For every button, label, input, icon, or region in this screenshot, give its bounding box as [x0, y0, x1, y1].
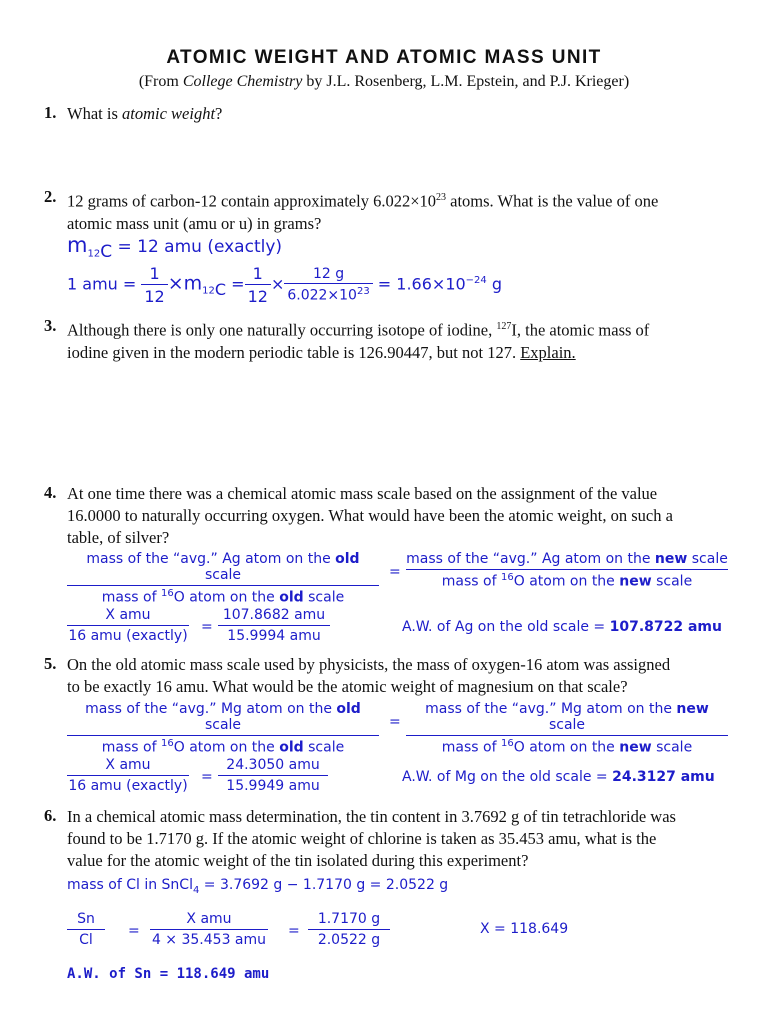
q6-cl-mass: mass of Cl in SnCl$_4$ = 3.7692 g − 1.7170 g = 2.0522 g [67, 877, 449, 896]
question-number-2: 2. [44, 187, 57, 206]
question-5-text: On the old atomic mass scale used by physicists, the mass of oxygen-16 atom was assigned to be exactly 16 amu. What would be the atomic weight of magnesium on that scale? [67, 655, 671, 696]
q6-equals-1: = [128, 923, 140, 939]
question-1-text: What is atomic weight? [67, 104, 223, 123]
question-2-text: 12 grams of carbon-12 contain approximately $6.022\times 10^{23}$ atoms. What is the value of one atomic mass unit (amu or u) in grams? [67, 191, 659, 233]
q5-equals-2: = [201, 769, 213, 785]
q4-fraction-values: 107.8682 amu 15.9994 amu [218, 607, 330, 644]
q5-fraction-x: X amu 16 amu (exactly) [68, 757, 188, 794]
q4-ratio-old: mass of the “avg.” Ag atom on the old scale mass of $^{16}$O atom on the old scale [67, 551, 379, 606]
q4-equals-1: = [389, 564, 401, 580]
answer-2-line-1: $m_{12}C = 12$ amu (exactly) [67, 233, 283, 262]
question-number-4: 4. [44, 483, 57, 502]
question-6-text: In a chemical atomic mass determination, the tin content in 3.7692 g of tin tetrachloride was found to be 1.7170 g. If the atomic weight of chlorine is taken as 35.453 amu, what is the value for the atomic weight of the tin isolated during this experiment? [67, 807, 676, 870]
q5-ratio-new: mass of the “avg.” Mg atom on the new scale mass of $^{16}$O atom on the new scale [406, 701, 728, 756]
q6-fraction-values: 1.7170 g 2.0522 g [308, 911, 390, 948]
q5-result: A.W. of Mg on the old scale = 24.3127 amu [402, 769, 715, 785]
question-number-5: 5. [44, 654, 57, 673]
question-3-text: Although there is only one naturally occurring isotope of iodine, $^{127}$I, the atomic mass of iodine given in the modern periodic table is 126.90447, but not 127. Explain. [67, 320, 650, 362]
q6-fraction-x: X amu 4 × 35.453 amu [151, 911, 267, 948]
q5-ratio-old: mass of the “avg.” Mg atom on the old scale mass of $^{16}$O atom on the old scale [67, 701, 379, 756]
question-number-3: 3. [44, 316, 57, 335]
q6-x-result: X = 118.649 [480, 921, 569, 937]
q4-result: A.W. of Ag on the old scale = 107.8722 amu [402, 619, 722, 635]
page-title: ATOMIC WEIGHT AND ATOMIC MASS UNIT [166, 47, 602, 68]
page-subtitle: (From College Chemistry by J.L. Rosenberg, L.M. Epstein, and P.J. Krieger) [138, 73, 630, 90]
q5-fraction-values: 24.3050 amu 15.9949 amu [218, 757, 328, 794]
question-number-1: 1. [44, 103, 57, 122]
q6-final-answer: A.W. of Sn = 118.649 amu [67, 966, 270, 982]
q4-fraction-x: X amu 16 amu (exactly) [68, 607, 188, 644]
q5-equals-1: = [389, 714, 401, 730]
q4-equals-2: = [201, 619, 213, 635]
answer-2-line-2: 1 amu = $\frac{1}{12}$ $\times m_{12}C$ = $\frac{1}{12}$ × $\frac{12 g}{6.022\times 10^{23}}$ = $1.66\times 10^{-24}$ g [67, 264, 503, 306]
q6-equals-2: = [288, 923, 300, 939]
question-4-text: At one time there was a chemical atomic mass scale based on the assignment of the value 16.0000 to naturally occurring oxygen. What would have been the atomic weight, on such a table, of silver? [67, 484, 673, 547]
q4-ratio-new: mass of the “avg.” Ag atom on the new scale mass of $^{16}$O atom on the new scale [406, 551, 728, 590]
q6-fraction-sn-cl: Sn Cl [67, 911, 105, 948]
question-number-6: 6. [44, 806, 57, 825]
